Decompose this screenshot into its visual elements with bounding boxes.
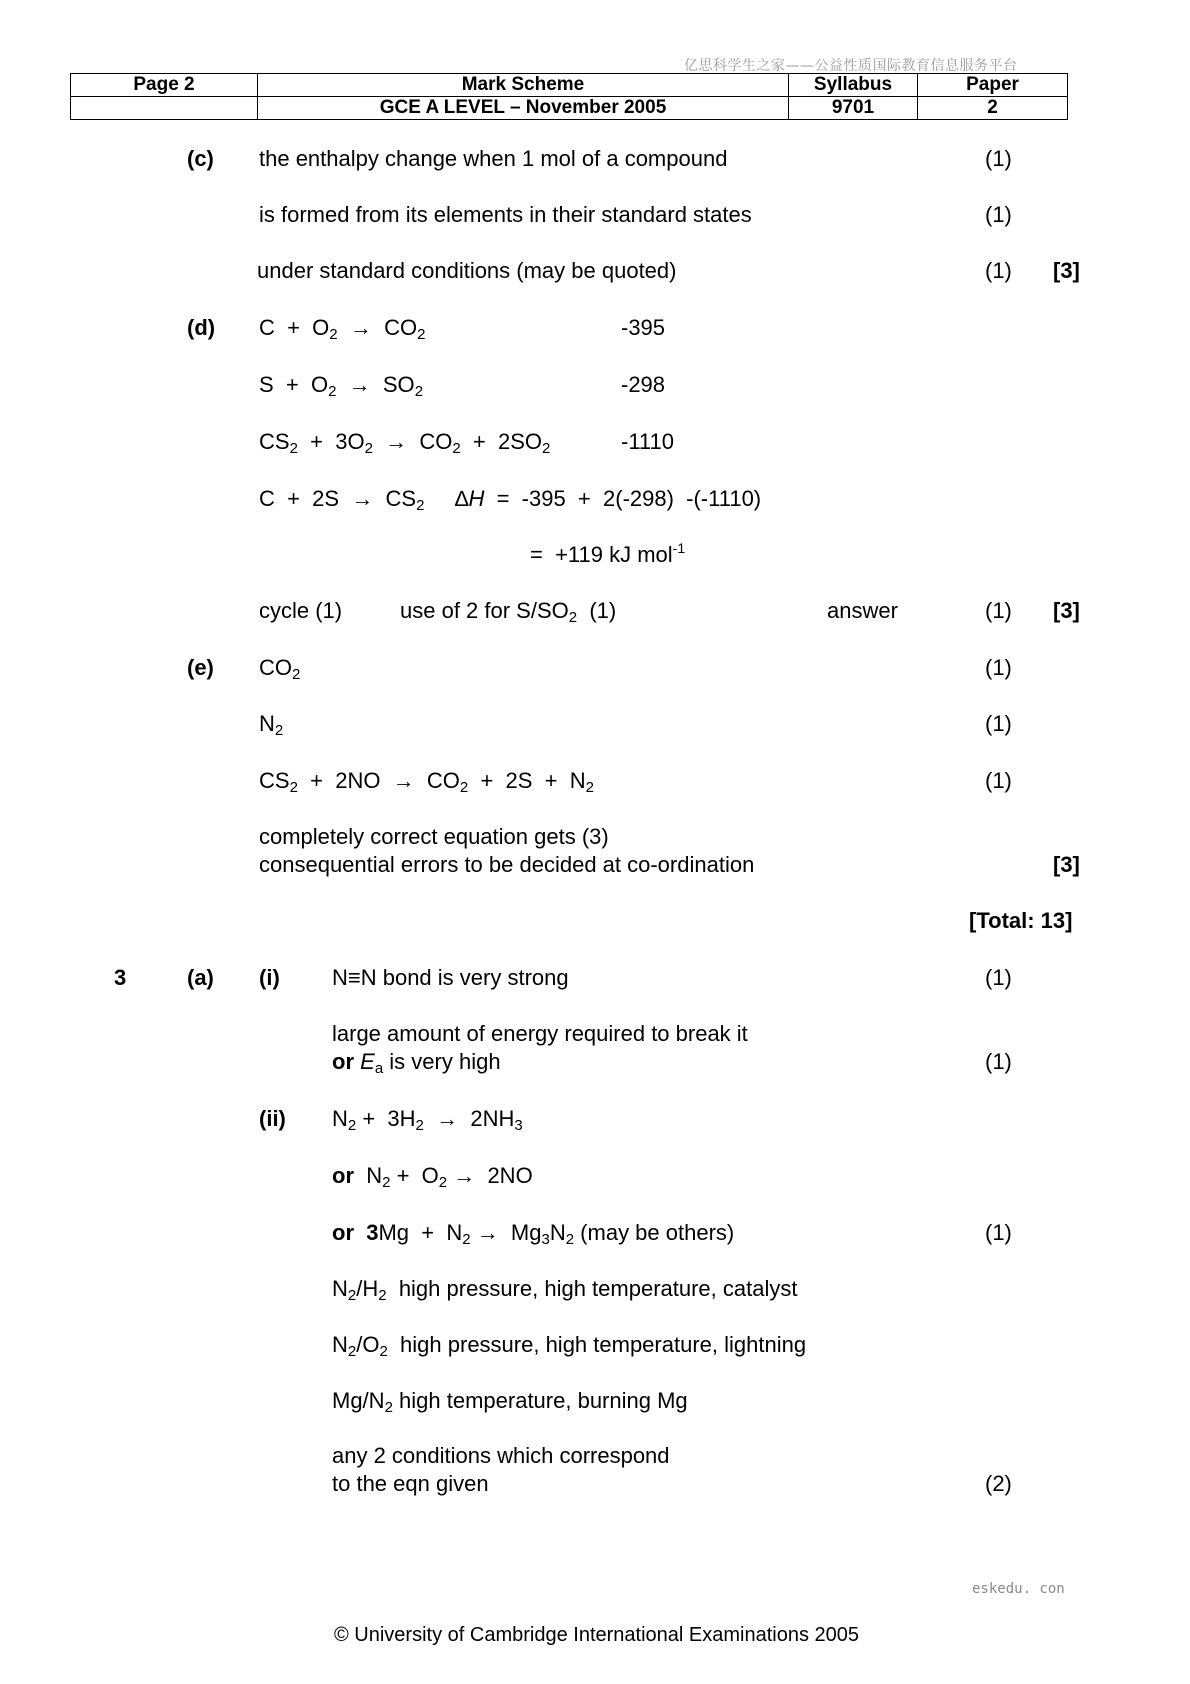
enthalpy-result: = +119 kJ mol$^{-1}$ xyxy=(530,540,686,567)
part-c-mark-1: (1) xyxy=(985,146,1012,171)
header-empty-cell xyxy=(71,97,258,120)
part-c-line-1: the enthalpy change when 1 mol of a compound xyxy=(259,146,728,171)
condition-n2-o2: $N_2/O_2$ high pressure, high temperature, lightning xyxy=(332,1332,807,1360)
part-e-mark-1: (1) xyxy=(985,655,1012,680)
question-total: [Total: 13] xyxy=(969,908,1073,933)
header-syllabus-label: Syllabus xyxy=(789,74,918,97)
energy-required-text: large amount of energy required to break it xyxy=(332,1021,748,1046)
part-e-label: (e) xyxy=(187,655,214,680)
cycle-mark-text: cycle (1) xyxy=(259,598,343,623)
part-e-total: [3] xyxy=(1053,852,1080,877)
part-d-label: (d) xyxy=(187,315,216,340)
conditions-note-1: any 2 conditions which correspond xyxy=(332,1443,670,1468)
header-paper-label: Paper xyxy=(918,74,1068,97)
product-n2: $N_2$ xyxy=(259,711,284,739)
header-title: Mark Scheme xyxy=(258,74,789,97)
equation-c-combustion: $C + O_2 \to CO_2$ xyxy=(259,315,426,343)
part-d-total: [3] xyxy=(1053,598,1080,623)
header-page: Page 2 xyxy=(71,74,258,97)
equation-mg-nitride: or $3Mg + N_2 \to Mg_3N_2$ (may be others) xyxy=(332,1220,735,1248)
sub-part-ii-label: (ii) xyxy=(259,1106,286,1131)
part-c-label: (c) xyxy=(187,146,214,171)
equation-cs2-no: $CS_2 + 2NO \to CO_2 + 2S + N_2$ xyxy=(259,768,594,796)
part-e-mark-3: (1) xyxy=(985,768,1012,793)
part-e-note-2: consequential errors to be decided at co-ordination xyxy=(259,852,755,877)
part-c-line-2: is formed from its elements in their standard states xyxy=(259,202,752,227)
enthalpy-value-3: -1110 xyxy=(621,429,675,454)
conditions-note-2: to the eqn given xyxy=(332,1471,489,1496)
footer-url: eskedu. con xyxy=(972,1581,1065,1597)
equation-haber: $N_2 + 3H_2 \to 2NH_3$ xyxy=(332,1106,523,1134)
enthalpy-value-1: -395 xyxy=(621,315,666,340)
header-table xyxy=(70,73,1068,120)
part-i-mark-1: (1) xyxy=(985,965,1012,990)
answer-text: answer xyxy=(827,598,898,623)
product-co2: $CO_2$ xyxy=(259,655,301,683)
condition-n2-h2: $N_2/H_2$ high pressure, high temperature, catalyst xyxy=(332,1276,798,1304)
question-3-number: 3 xyxy=(114,965,127,990)
equation-no-formation: or $N_2 + O_2 \to 2NO$ xyxy=(332,1163,533,1191)
triple-bond-text: N≡N bond is very strong xyxy=(332,965,569,990)
header-paper-number: 2 xyxy=(918,97,1068,120)
question-3a-label: (a) xyxy=(187,965,214,990)
part-i-mark-2: (1) xyxy=(985,1049,1012,1074)
equation-s-combustion: $S + O_2 \to SO_2$ xyxy=(259,372,424,400)
copyright-footer: © University of Cambridge International Examinations 2005 xyxy=(334,1624,859,1646)
part-c-mark-3: (1) xyxy=(985,258,1012,283)
part-c-mark-2: (1) xyxy=(985,202,1012,227)
enthalpy-value-2: -298 xyxy=(621,372,666,397)
use-of-2-text: use of 2 for $S/SO_2$ (1) xyxy=(400,598,617,626)
watermark-text: 亿思科学生之家——公益性质国际教育信息服务平台 xyxy=(684,58,1018,74)
part-e-mark-2: (1) xyxy=(985,711,1012,736)
equation-formation-cs2: $C + 2S \to CS_2$ ∆H = -395 + 2(-298) -(-1110) xyxy=(259,486,762,514)
activation-energy-text: or $E_a$ is very high xyxy=(332,1049,501,1077)
sub-part-i-label: (i) xyxy=(259,965,280,990)
part-d-answer-mark: (1) xyxy=(985,598,1012,623)
part-e-note-1: completely correct equation gets (3) xyxy=(259,824,609,849)
part-c-line-3: under standard conditions (may be quoted) xyxy=(257,258,677,283)
part-c-total: [3] xyxy=(1053,258,1080,283)
header-exam: GCE A LEVEL – November 2005 xyxy=(258,97,789,120)
part-ii-mark: (1) xyxy=(985,1220,1012,1245)
equation-cs2-combustion: $CS_2 + 3O_2 \to CO_2 + 2SO_2$ xyxy=(259,429,551,457)
header-syllabus-code: 9701 xyxy=(789,97,918,120)
conditions-mark: (2) xyxy=(985,1471,1012,1496)
condition-mg-n2: $Mg/N_2$ high temperature, burning Mg xyxy=(332,1388,688,1416)
